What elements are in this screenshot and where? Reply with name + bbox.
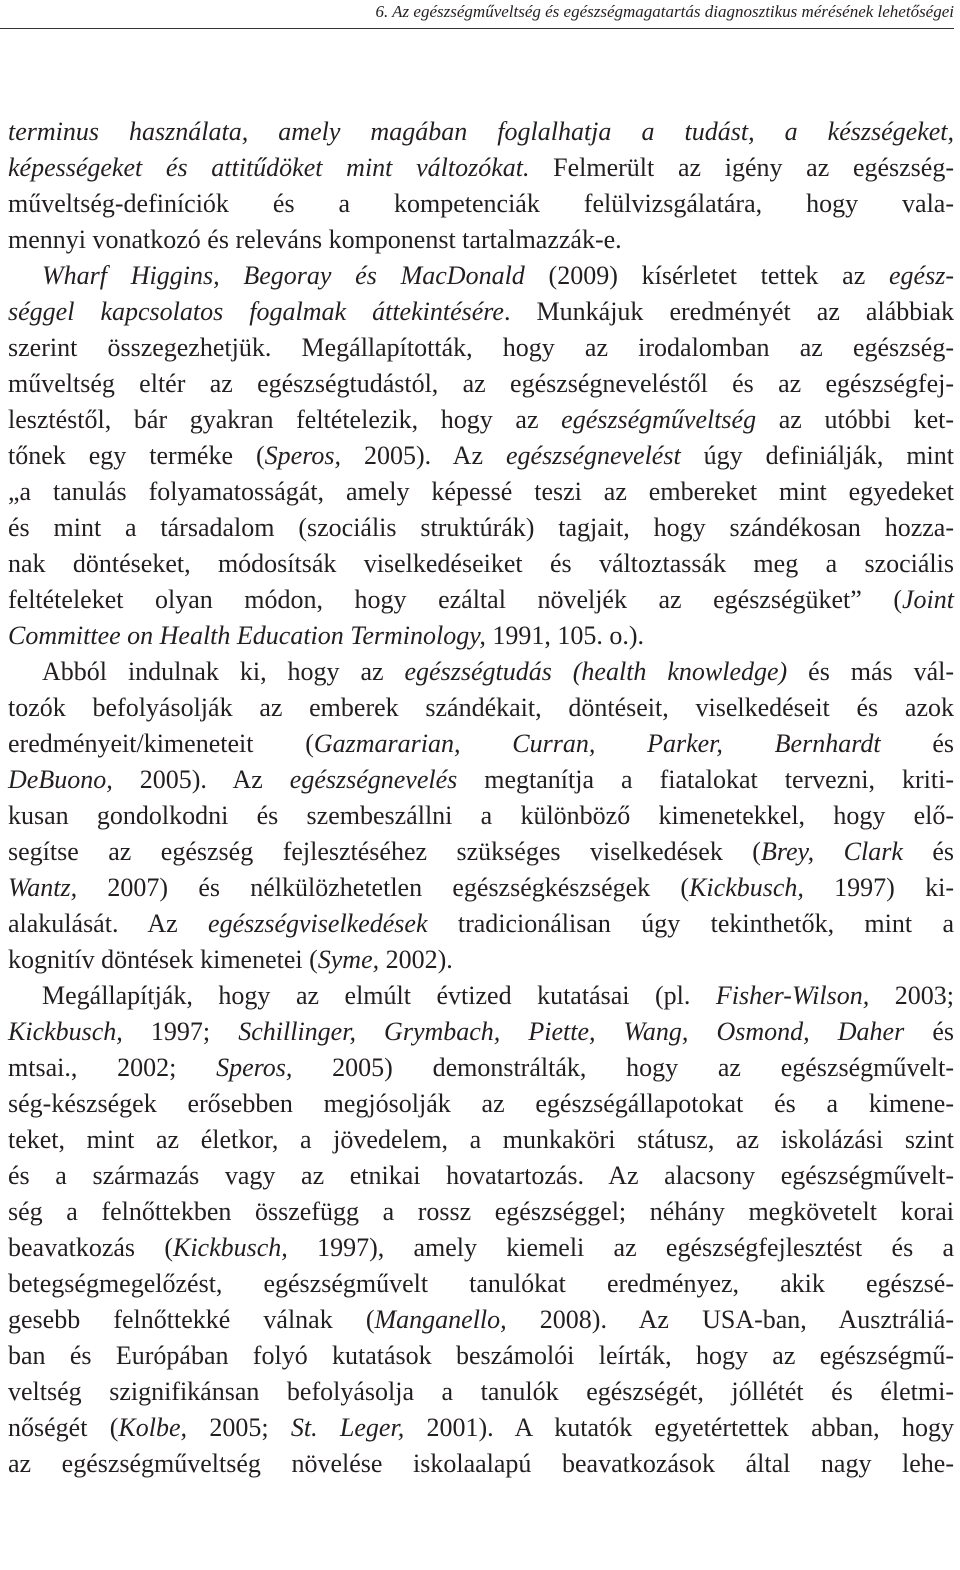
italic-text-run: Speros,	[216, 1053, 293, 1082]
text-line	[8, 115, 954, 149]
italic-text-run: egészségnevelést	[505, 441, 681, 470]
text-run: az utóbbi ket-	[756, 405, 954, 434]
text-run: 2005). Az	[340, 441, 506, 470]
text-run: mtsai., 2002;	[8, 1053, 217, 1082]
text-run: 2002).	[379, 945, 453, 974]
text-line	[8, 187, 954, 221]
italic-text-run: Kickbusch,	[172, 1233, 288, 1262]
text-line	[8, 331, 954, 365]
text-line	[8, 799, 954, 833]
text-line	[42, 979, 954, 1013]
text-run: tozók befolyásolják az emberek szándékait, döntéseit, viselkedéseit és azok	[8, 693, 954, 722]
text-line	[8, 619, 954, 653]
italic-text-run: St. Leger,	[290, 1413, 405, 1442]
text-run: kognitív döntések kimenetei (	[8, 945, 318, 974]
italic-text-run: Kolbe,	[118, 1413, 188, 1442]
italic-text-run: Fisher-Wilson,	[715, 981, 870, 1010]
text-run: és mint a társadalom (szociális struktúrák) tagjait, hogy szándékosan hozza-	[8, 513, 954, 542]
italic-text-run: Syme,	[317, 945, 380, 974]
text-run: kusan gondolkodni és szembeszállni a különböző kimenetekkel, hogy elő-	[8, 801, 954, 830]
text-run: 2007) és nélkülözhetetlen egészségkészségek (	[77, 873, 690, 902]
italic-text-run: Kickbusch,	[8, 1017, 123, 1046]
text-run: nak döntéseket, módosítsák viselkedéseiket és változtassák meg a szociális	[8, 549, 954, 578]
italic-text-run: Schillinger, Grymbach, Piette, Wang, Osmond, Daher	[238, 1017, 905, 1046]
text-line	[8, 763, 954, 797]
italic-text-run: Committee on Health Education Terminology,	[8, 621, 486, 650]
text-line	[8, 511, 954, 545]
text-line	[8, 691, 954, 725]
text-line	[8, 439, 954, 473]
running-header: 6. Az egészségműveltség és egészségmagatartás diagnosztikus mérésének lehetőségei	[0, 0, 954, 29]
text-run: az egészségműveltség növelése iskolaalapú beavatkozások által nagy lehe-	[8, 1449, 954, 1478]
text-line	[8, 223, 954, 257]
text-line	[8, 1267, 954, 1301]
text-line	[8, 1339, 954, 1373]
italic-text-run: egész-	[889, 261, 954, 290]
text-run: 2003;	[869, 981, 954, 1010]
text-run: betegségmegelőzést, egészségművelt tanulókat eredményez, akik egészsé-	[8, 1269, 954, 1298]
text-run: ban és Európában folyó kutatások beszámolói leírták, hogy az egészségmű-	[8, 1341, 954, 1370]
text-run: 2001). A kutatók egyetértettek abban, hogy	[404, 1413, 954, 1442]
text-line	[8, 1051, 954, 1085]
text-line	[8, 1411, 954, 1445]
italic-text-run: egészségviselkedések	[208, 909, 428, 938]
text-run: ség-készségek erősebben megjósolják az egészségállapotokat és a kimene-	[8, 1089, 954, 1118]
text-run: 2005;	[187, 1413, 291, 1442]
text-line	[8, 1159, 954, 1193]
text-line	[8, 1195, 954, 1229]
text-run: feltételeket olyan módon, hogy ezáltal növeljék az egészségüket” (	[8, 585, 902, 614]
text-run: veltség szignifikánsan befolyásolja a tanulók egészségét, jóllétét és életmi-	[8, 1377, 954, 1406]
text-run: és más vál-	[787, 657, 955, 686]
text-run: gesebb felnőttekké válnak (	[8, 1305, 375, 1334]
italic-text-run: egészségnevelés	[289, 765, 458, 794]
text-line	[8, 295, 954, 329]
text-run: 2008). Az USA-ban, Ausztráliá-	[506, 1305, 954, 1334]
text-run: „a tanulás folyamatosságát, amely képessé teszi az embereket mint egyedeket	[8, 477, 954, 506]
text-run: szerint összegezhetjük. Megállapították, hogy az irodalomban az egészség-	[8, 333, 954, 362]
italic-text-run: Kickbusch,	[689, 873, 804, 902]
text-run: beavatkozás (	[8, 1233, 173, 1262]
text-run: és a származás vagy az etnikai hovatartozás. Az alacsony egészségművelt-	[8, 1161, 954, 1190]
italic-text-run: egészségműveltség	[561, 405, 757, 434]
italic-text-run: terminus használata, amely magában foglalhatja a tudást, a készségeket,	[8, 117, 954, 146]
text-line	[8, 547, 954, 581]
text-run: lesztéstől, bár gyakran feltételezik, hogy az	[8, 405, 562, 434]
text-line	[8, 907, 954, 941]
text-run: 1997;	[122, 1017, 239, 1046]
text-line	[8, 943, 954, 977]
text-line	[8, 871, 954, 905]
text-line	[8, 1375, 954, 1409]
italic-text-run: Brey, Clark	[760, 837, 903, 866]
text-line	[8, 1231, 954, 1265]
text-run: és	[904, 1017, 954, 1046]
italic-text-run: Speros,	[264, 441, 341, 470]
text-run: segítse az egészség fejlesztéséhez szükséges viselkedések (	[8, 837, 761, 866]
text-line	[8, 403, 954, 437]
text-run: műveltség-definíciók és a kompetenciák felülvizsgálatára, hogy vala-	[8, 189, 954, 218]
text-line	[42, 655, 954, 689]
text-line	[8, 1015, 954, 1049]
text-run: 2005). Az	[112, 765, 290, 794]
italic-text-run: Joint	[902, 585, 954, 614]
italic-text-run: Manganello,	[374, 1305, 507, 1334]
text-run: alakulását. Az	[8, 909, 209, 938]
text-line	[8, 583, 954, 617]
text-run: (2009) kísérletet tettek az	[524, 261, 890, 290]
text-run: és	[880, 729, 954, 758]
italic-text-run: képességeket és attitűdöket mint változókat.	[8, 153, 530, 182]
italic-text-run: Gazmararian, Curran, Parker, Bernhardt	[313, 729, 881, 758]
text-line	[8, 151, 954, 185]
text-run: mennyi vonatkozó és releváns komponenst tartalmazzák-e.	[8, 225, 622, 254]
italic-text-run: séggel kapcsolatos fogalmak áttekintésére	[8, 297, 504, 326]
text-run: 1997) ki-	[803, 873, 954, 902]
text-run: 2005) demonstrálták, hogy az egészségművelt-	[292, 1053, 954, 1082]
text-run: eredményeit/kimeneteit (	[8, 729, 314, 758]
text-line	[8, 367, 954, 401]
text-line	[42, 259, 954, 293]
text-run: Megállapítják, hogy az elmúlt évtized kutatásai (pl.	[42, 981, 716, 1010]
text-line	[8, 727, 954, 761]
text-run: megtanítja a fiatalokat tervezni, kriti-	[457, 765, 954, 794]
text-run: nőségét (	[8, 1413, 119, 1442]
text-run: tradicionálisan úgy tekinthetők, mint a	[427, 909, 954, 938]
text-run: 1997), amely kiemeli az egészségfejlesztést és a	[287, 1233, 954, 1262]
text-run: úgy definiálják, mint	[680, 441, 955, 470]
text-run: . Munkájuk eredményét az alábbiak	[503, 297, 954, 326]
text-run: műveltség eltér az egészségtudástól, az egészségneveléstől és az egészségfej-	[8, 369, 954, 398]
text-run: teket, mint az életkor, a jövedelem, a munkaköri státusz, az iskolázási szint	[8, 1125, 954, 1154]
italic-text-run: Wantz,	[8, 873, 78, 902]
text-run: és	[902, 837, 954, 866]
italic-text-run: Wharf Higgins, Begoray és MacDonald	[42, 261, 525, 290]
italic-text-run: egészségtudás (health knowledge)	[404, 657, 788, 686]
text-run: ség a felnőttekben összefügg a rossz egészséggel; néhány megkövetelt korai	[8, 1197, 954, 1226]
text-line	[8, 835, 954, 869]
text-line	[8, 1303, 954, 1337]
text-line	[8, 475, 954, 509]
text-line	[8, 1447, 954, 1481]
text-line	[8, 1087, 954, 1121]
text-run: Felmerült az igény az egészség-	[529, 153, 954, 182]
text-line	[8, 1123, 954, 1157]
text-run: 1991, 105. o.).	[485, 621, 645, 650]
italic-text-run: DeBuono,	[8, 765, 113, 794]
text-run: Abból indulnak ki, hogy az	[42, 657, 405, 686]
text-run: tőnek egy terméke (	[8, 441, 265, 470]
